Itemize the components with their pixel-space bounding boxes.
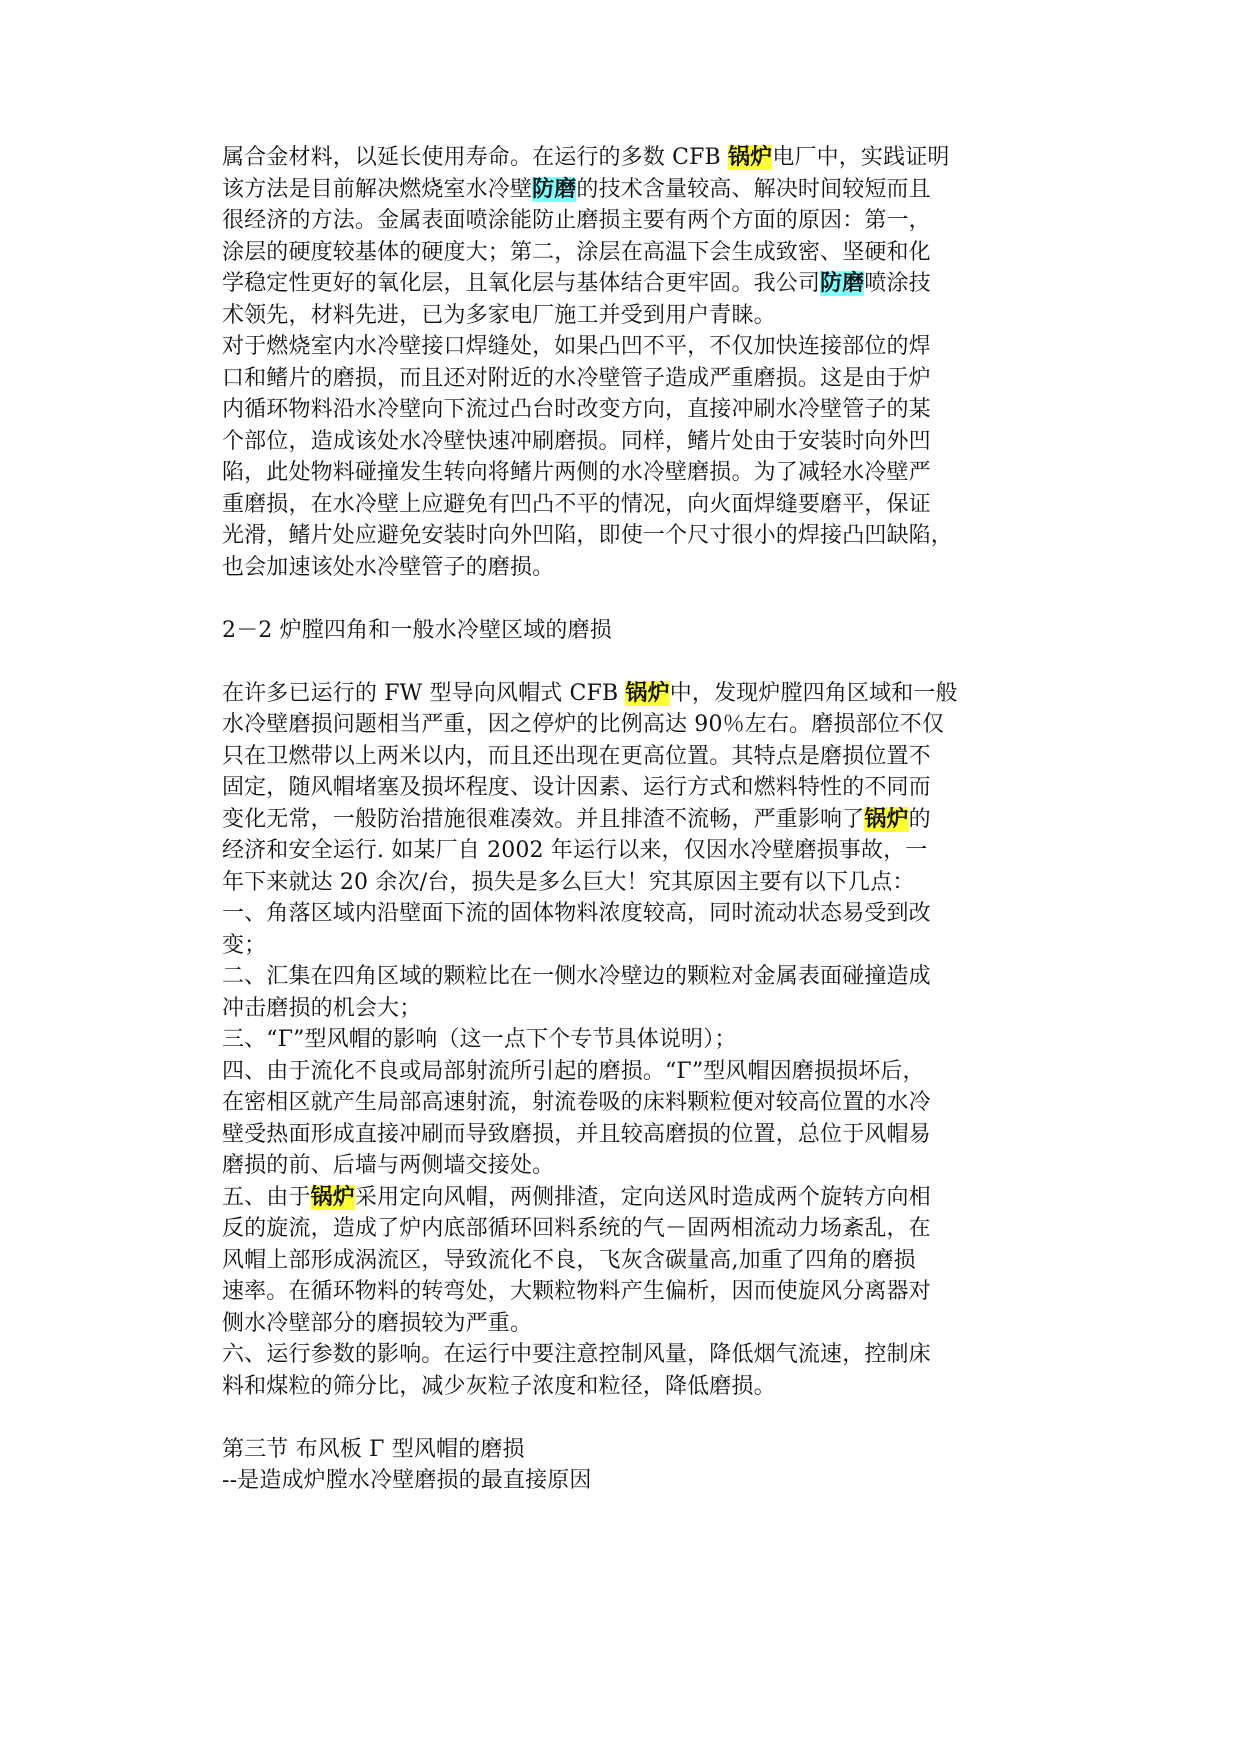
text-line bbox=[222, 1182, 1032, 1214]
text-line bbox=[222, 898, 1032, 930]
text-line bbox=[222, 804, 1032, 836]
keyword-highlight: 防磨 bbox=[820, 271, 865, 296]
text-segment: 口和鳍片的磨损，而且还对附近的水冷壁管子造成严重磨损。这是由于炉 bbox=[222, 365, 931, 391]
text-line bbox=[222, 1150, 1032, 1182]
text-segment: 五、由于 bbox=[222, 1184, 311, 1210]
text-segment: 在密相区就产生局部高速射流，射流卷吸的床料颗粒便对较高位置的水冷 bbox=[222, 1090, 931, 1115]
text-line bbox=[222, 520, 1032, 552]
text-segment: --是造成炉膛水冷壁磨损的最直接原因 bbox=[222, 1468, 592, 1493]
text-segment: 三、“Γ”型风帽的影响（这一点下个专节具体说明）； bbox=[222, 1027, 737, 1052]
text-segment: 涂层的硬度较基体的硬度大；第二，涂层在高温下会生成致密、坚硬和化 bbox=[222, 239, 931, 265]
text-segment: 电厂中，实践证明 bbox=[772, 145, 950, 170]
text-segment: 经济和安全运行. 如某厂自 2002 年运行以来，仅因水冷壁磨损事故，一 bbox=[222, 838, 928, 863]
keyword-highlight: 锅炉 bbox=[728, 145, 773, 170]
text-line bbox=[222, 1056, 1032, 1088]
text-line bbox=[222, 772, 1032, 804]
text-line bbox=[222, 1119, 1032, 1151]
text-segment: 在许多已运行的 FW 型导向风帽式 CFB bbox=[222, 680, 626, 706]
text-line bbox=[222, 142, 1032, 174]
text-line bbox=[222, 1087, 1032, 1119]
text-segment: 固定，随风帽堵塞及损坏程度、设计因素、运行方式和燃料特性的不同而 bbox=[222, 775, 931, 800]
text-line bbox=[222, 961, 1032, 993]
text-line bbox=[222, 835, 1032, 867]
keyword-highlight: 防磨 bbox=[532, 176, 577, 202]
text-line bbox=[222, 331, 1032, 363]
text-segment: 术领先，材料先进，已为多家电厂施工并受到用户青睐。 bbox=[222, 302, 776, 328]
text-line bbox=[222, 489, 1032, 521]
text-line bbox=[222, 205, 1032, 237]
text-line bbox=[222, 867, 1032, 899]
text-line bbox=[222, 1245, 1032, 1277]
text-segment: 采用定向风帽，两侧排渣，定向送风时造成两个旋转方向相 bbox=[354, 1184, 931, 1210]
text-segment: 重磨损，在水冷壁上应避免有凹凸不平的情况，向火面焊缝要磨平，保证 bbox=[222, 491, 931, 517]
text-segment: 内循环物料沿水冷壁向下流过凸台时改变方向，直接冲刷水冷壁管子的某 bbox=[222, 397, 931, 422]
text-line bbox=[222, 615, 1032, 647]
text-segment: 的 bbox=[908, 806, 931, 832]
text-segment: 2－2 炉膛四角和一般水冷壁区域的磨损 bbox=[222, 617, 612, 643]
keyword-highlight: 锅炉 bbox=[625, 680, 670, 706]
text-segment: 反的旋流，造成了炉内底部循环回料系统的气－固两相流动力场紊乱，在 bbox=[222, 1216, 931, 1241]
text-segment: 水冷壁磨损问题相当严重，因之停炉的比例高达 90％左右。磨损部位不仅 bbox=[222, 712, 945, 737]
text-line bbox=[222, 1308, 1032, 1340]
text-line bbox=[222, 268, 1032, 300]
text-line bbox=[222, 678, 1032, 710]
text-segment: 变； bbox=[222, 932, 267, 958]
text-segment: 侧水冷壁部分的磨损较为严重。 bbox=[222, 1310, 533, 1336]
text-segment: 属合金材料，以延长使用寿命。在运行的多数 CFB bbox=[222, 145, 729, 170]
text-line bbox=[222, 1024, 1032, 1056]
text-line bbox=[222, 1465, 1032, 1497]
text-segment: 风帽上部形成涡流区，导致流化不良，飞灰含碳量高,加重了四角的磨损 bbox=[222, 1247, 916, 1273]
text-line bbox=[222, 993, 1032, 1025]
text-segment: 变化无常，一般防治措施很难凑效。并且排渣不流畅，严重影响了 bbox=[222, 806, 865, 832]
text-line bbox=[222, 237, 1032, 269]
text-segment: 对于燃烧室内水冷壁接口焊缝处，如果凸凹不平，不仅加快连接部位的焊 bbox=[222, 334, 931, 359]
text-segment: 也会加速该处水冷壁管子的磨损。 bbox=[222, 554, 555, 580]
blank-line bbox=[222, 1402, 1032, 1434]
text-segment: 该方法是目前解决燃烧室水冷壁 bbox=[222, 176, 533, 202]
text-segment: 个部位，造成该处水冷壁快速冲刷磨损。同样，鳍片处由于安装时向外凹 bbox=[222, 428, 931, 454]
keyword-highlight: 锅炉 bbox=[310, 1184, 355, 1210]
blank-line bbox=[222, 583, 1032, 615]
text-line bbox=[222, 394, 1032, 426]
text-line bbox=[222, 174, 1032, 206]
text-segment: 第三节 布风板 Γ 型风帽的磨损 bbox=[222, 1436, 525, 1462]
text-line bbox=[222, 1339, 1032, 1371]
text-segment: 学稳定性更好的氧化层，且氧化层与基体结合更牢固。我公司 bbox=[222, 271, 821, 296]
text-line bbox=[222, 426, 1032, 458]
text-segment: 中，发现炉膛四角区域和一般 bbox=[669, 680, 958, 706]
text-line bbox=[222, 300, 1032, 332]
text-segment: 速率。在循环物料的转弯处，大颗粒物料产生偏析，因而使旋风分离器对 bbox=[222, 1279, 931, 1304]
text-segment: 年下来就达 20 余次/台，损失是多么巨大！究其原因主要有以下几点： bbox=[222, 869, 915, 895]
text-segment: 磨损的前、后墙与两侧墙交接处。 bbox=[222, 1153, 555, 1178]
text-segment: 壁受热面形成直接冲刷而导致磨损，并且较高磨损的位置，总位于风帽易 bbox=[222, 1121, 931, 1147]
text-segment: 四、由于流化不良或局部射流所引起的磨损。“Γ”型风帽因磨损损坏后， bbox=[222, 1058, 925, 1084]
text-line bbox=[222, 709, 1032, 741]
document-body bbox=[222, 142, 1032, 1497]
text-line bbox=[222, 1213, 1032, 1245]
text-segment: 只在卫燃带以上两米以内，而且还出现在更高位置。其特点是磨损位置不 bbox=[222, 743, 931, 769]
keyword-highlight: 锅炉 bbox=[864, 806, 909, 832]
text-line bbox=[222, 930, 1032, 962]
text-line bbox=[222, 741, 1032, 773]
text-segment: 冲击磨损的机会大； bbox=[222, 995, 422, 1021]
text-segment: 六、运行参数的影响。在运行中要注意控制风量，降低烟气流速，控制床 bbox=[222, 1342, 931, 1367]
text-line bbox=[222, 1371, 1032, 1403]
blank-line bbox=[222, 646, 1032, 678]
text-line bbox=[222, 552, 1032, 584]
text-segment: 喷涂技 bbox=[864, 271, 931, 296]
text-line bbox=[222, 457, 1032, 489]
text-segment: 二、汇集在四角区域的颗粒比在一侧水冷壁边的颗粒对金属表面碰撞造成 bbox=[222, 964, 931, 989]
text-segment: 陷，此处物料碰撞发生转向将鳍片两侧的水冷壁磨损。为了减轻水冷壁严 bbox=[222, 460, 931, 485]
text-line bbox=[222, 1276, 1032, 1308]
text-segment: 很经济的方法。金属表面喷涂能防止磨损主要有两个方面的原因：第一， bbox=[222, 208, 931, 233]
text-segment: 的技术含量较高、解决时间较短而且 bbox=[576, 176, 931, 202]
text-line bbox=[222, 363, 1032, 395]
text-line bbox=[222, 1434, 1032, 1466]
text-segment: 一、角落区域内沿壁面下流的固体物料浓度较高，同时流动状态易受到改 bbox=[222, 901, 931, 926]
text-segment: 光滑，鳍片处应避免安装时向外凹陷，即使一个尺寸很小的焊接凸凹缺陷， bbox=[222, 523, 953, 548]
text-segment: 料和煤粒的筛分比，减少灰粒子浓度和粒径，降低磨损。 bbox=[222, 1373, 776, 1399]
